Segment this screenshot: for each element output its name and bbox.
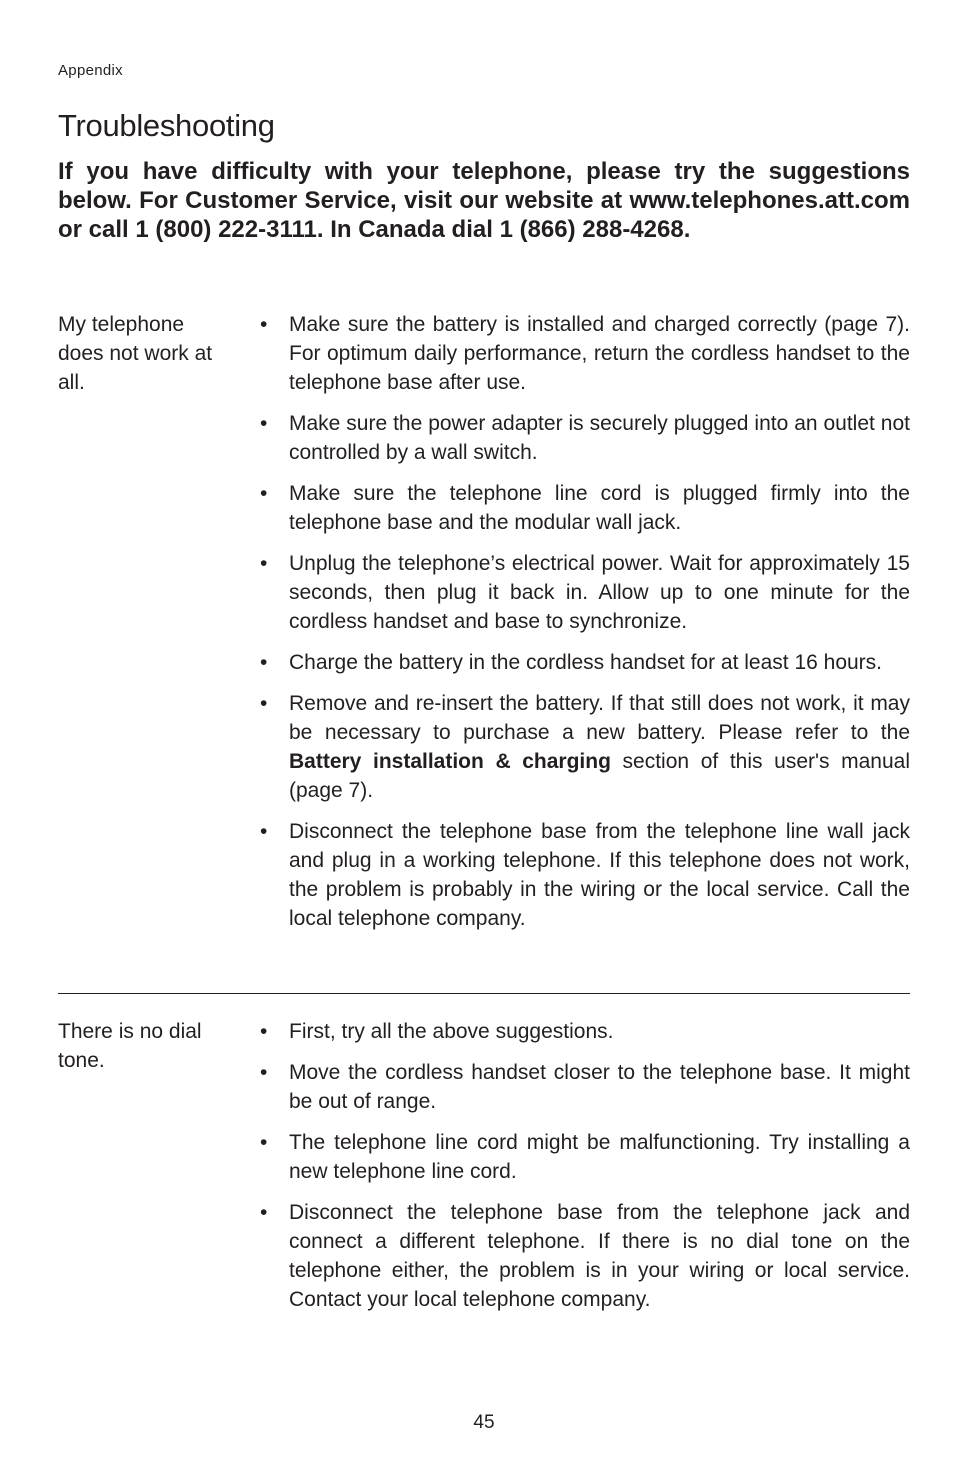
solution-item: • Charge the battery in the cordless handset for at least 16 hours. (259, 648, 910, 677)
intro-paragraph: If you have difficulty with your telephone, please try the suggestions below. For Customer Service, visit our website at www.telephones.att.com or call 1 (800) 222-3111. In Canada dial 1 (866) 288-4268. (58, 158, 910, 243)
solution-item: • Make sure the telephone line cord is plugged firmly into the telephone base and the modular wall jack. (259, 479, 910, 537)
section-divider (58, 993, 910, 994)
solution-item: • Make sure the power adapter is securely plugged into an outlet not controlled by a wall switch. (259, 409, 910, 467)
solution-list (259, 1017, 910, 1326)
solution-item (259, 689, 910, 805)
solution-item: • Disconnect the telephone base from the telephone jack and connect a different telephone. If there is no dial tone on the telephone either, the problem is in your wiring or local service. Contact your local telephone company. (259, 1198, 910, 1314)
section-label: Appendix (58, 62, 123, 79)
problem-title: There is no dial tone. (58, 1020, 202, 1072)
solution-item: • Disconnect the telephone base from the telephone line wall jack and plug in a working telephone. If this telephone does not work, the problem is probably in the wiring or the local service. Call the local telephone company. (259, 817, 910, 933)
solution-item: • Move the cordless handset closer to the telephone base. It might be out of range. (259, 1058, 910, 1116)
solution-text: section of this user's manual (page 7). (289, 750, 910, 802)
solution-list (259, 310, 910, 945)
solution-item: • First, try all the above suggestions. (259, 1017, 910, 1046)
problem-title: My telephone does not work at all. (58, 313, 213, 394)
solution-item: • Unplug the telephone’s electrical power. Wait for approximately 15 seconds, then plug it back in. Allow up to one minute for the cordless handset and base to synchronize. (259, 549, 910, 636)
page-title: Troubleshooting (58, 108, 275, 143)
solution-item: • The telephone line cord might be malfunctioning. Try installing a new telephone line cord. (259, 1128, 910, 1186)
page-number: 45 (473, 1412, 495, 1433)
manual-section-reference: Battery installation & charging (289, 750, 611, 773)
solution-item: • Make sure the battery is installed and charged correctly (page 7). For optimum daily performance, return the cordless handset to the telephone base after use. (259, 310, 910, 397)
solution-text: Remove and re-insert the battery. If that still does not work, it may be necessary to purchase a new battery. Please refer to the (289, 692, 910, 744)
